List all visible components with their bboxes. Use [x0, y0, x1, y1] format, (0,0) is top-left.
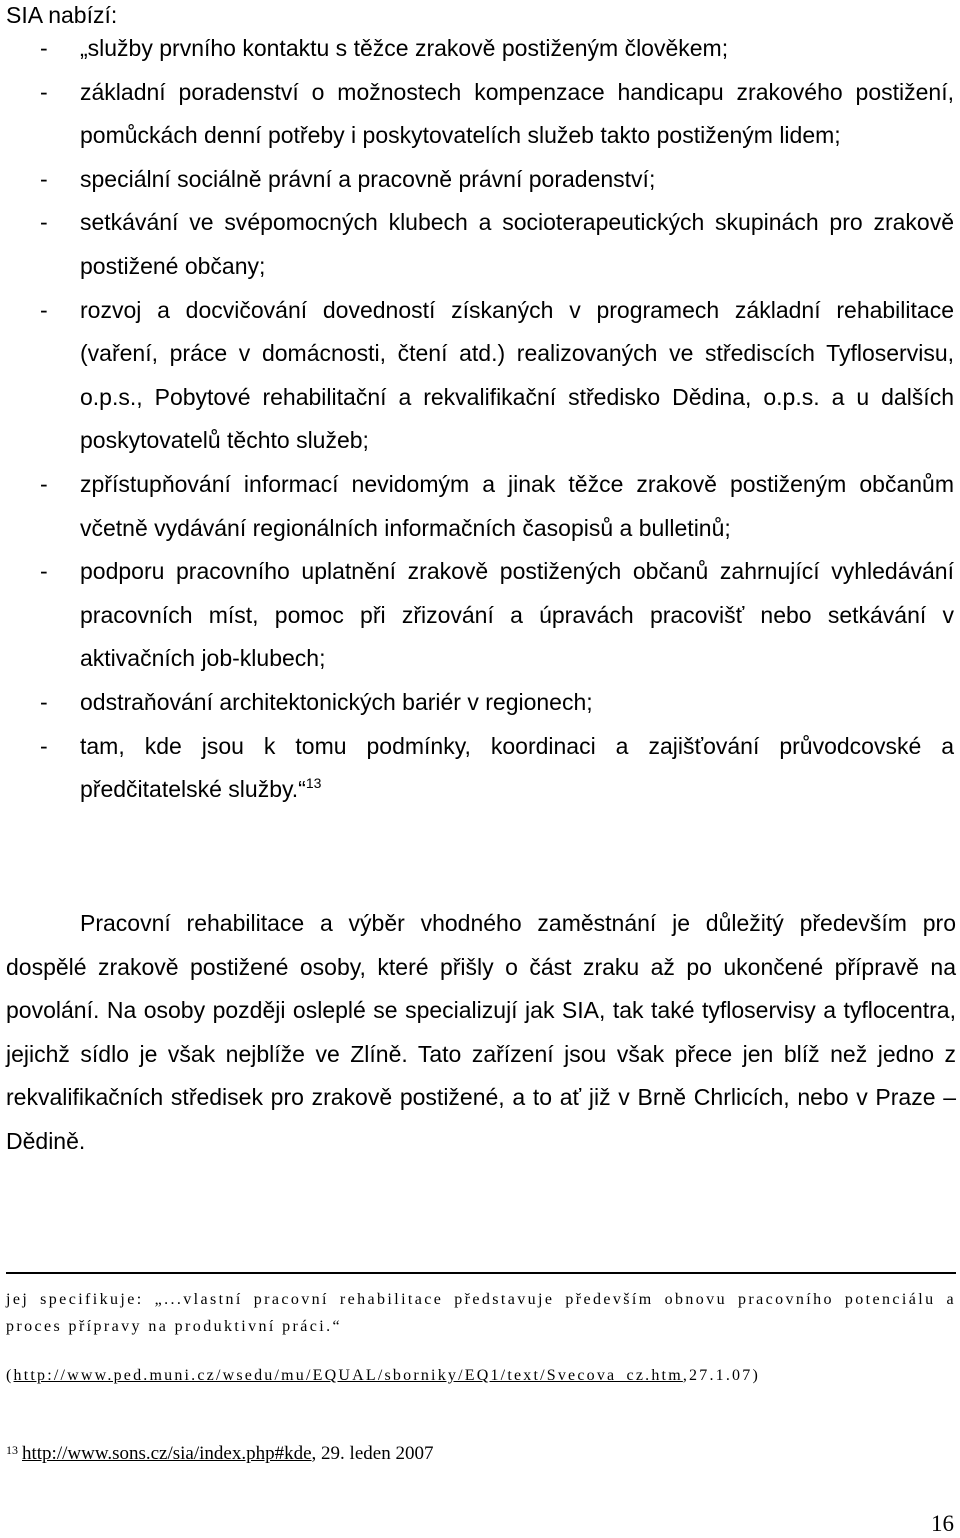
list-item — [0, 725, 960, 812]
list-dash: - — [40, 470, 48, 497]
list-item — [0, 27, 960, 71]
footnote-source-open: ( — [6, 1367, 14, 1384]
list-item — [0, 550, 960, 681]
services-list — [0, 27, 960, 812]
list-item — [0, 289, 960, 463]
list-dash: - — [40, 558, 48, 585]
list-item-text: rozvoj a docvičování dovedností získaných v programech základní rehabilitace (vaření, práce v domácnosti, čtení atd.) realizovaných ve střediscích Tyfloservisu, o.p.s., Pobytové rehabilitační a rekvalifikační středisko Dědina, o.p.s. a u dalších poskytovatelů těchto služeb; — [80, 296, 954, 454]
list-item-text: speciální sociálně právní a pracovně právní poradenství; — [80, 165, 656, 192]
footnote-number: 13 — [6, 1443, 18, 1457]
list-item-text: podporu pracovního uplatnění zrakově postižených občanů zahrnující vyhledávání pracovních míst, pomoc při zřizování a úpravách pracovišť nebo setkávání v aktivačních job-klubech; — [80, 558, 954, 672]
list-dash: - — [40, 165, 48, 192]
list-item — [0, 201, 960, 288]
list-item — [0, 158, 960, 202]
list-dash: - — [40, 78, 48, 105]
list-item-text: „služby prvního kontaktu s těžce zrakově postiženým člověkem; — [80, 35, 729, 61]
list-dash: - — [40, 209, 48, 236]
list-item-text: odstraňování architektonických bariér v regionech; — [80, 688, 593, 715]
footnote-reference[interactable]: 13 — [305, 775, 322, 792]
list-item-text: zpřístupňování informací nevidomým a jinak těžce zrakově postiženým občanům včetně vydávání regionálních informačních časopisů a bulletinů; — [80, 470, 954, 541]
list-item — [0, 71, 960, 158]
list-dash: - — [40, 732, 48, 759]
list-item-text: základní poradenství o možnostech kompenzace handicapu zrakového postižení, pomůckách denní potřeby i poskytovatelích služeb takto postiženým lidem; — [80, 78, 954, 149]
list-item-text: setkávání ve svépomocných klubech a socioterapeutických skupinách pro zrakově postižené občany; — [80, 209, 954, 279]
footnote-divider — [6, 1272, 956, 1274]
footnote-source-date: ,27.1.07) — [682, 1367, 760, 1384]
section-heading: SIA nabízí: — [6, 2, 118, 28]
footnote-13-date: , 29. leden 2007 — [311, 1443, 434, 1464]
list-item — [0, 463, 960, 550]
footnote-source-link[interactable]: http://www.ped.muni.cz/wsedu/mu/EQUAL/sborniky/EQ1/text/Svecova_cz.htm — [13, 1367, 683, 1384]
list-dash: - — [40, 688, 48, 715]
list-dash: - — [40, 296, 48, 323]
list-item-text: tam, kde jsou k tomu podmínky, koordinaci a zajišťování průvodcovské a předčitatelské služby.“ — [80, 732, 954, 803]
footnote-source — [6, 1362, 956, 1389]
body-paragraph: Pracovní rehabilitace a výběr vhodného zaměstnání je důležitý především pro dospělé zrakově postižené osoby, které přišly o část zraku až po ukončené přípravě na povolání. Na osoby později osleplé se specializují jak SIA, tak také tyfloservisy a tyflocentra, jejichž sídlo je však nejblíže ve Zlíně. Tato zařízení jsou však přece jen blíž než jedno z rekvalifikačních středisek pro zrakově postižené, a to ať již v Brně Chrlicích, nebo v Praze – Dědině. — [6, 910, 956, 1154]
footnote-13 — [6, 1440, 433, 1468]
footnote-quote: jej specifikuje: „...vlastní pracovní rehabilitace představuje především obnovu pracovního potenciálu a proces přípravy na produktivní práci.“ — [6, 1291, 956, 1335]
list-item — [0, 681, 960, 725]
page-number: 16 — [931, 1511, 954, 1536]
list-dash: - — [40, 35, 48, 61]
footnote-13-link[interactable]: http://www.sons.cz/sia/index.php#kde — [22, 1443, 312, 1464]
